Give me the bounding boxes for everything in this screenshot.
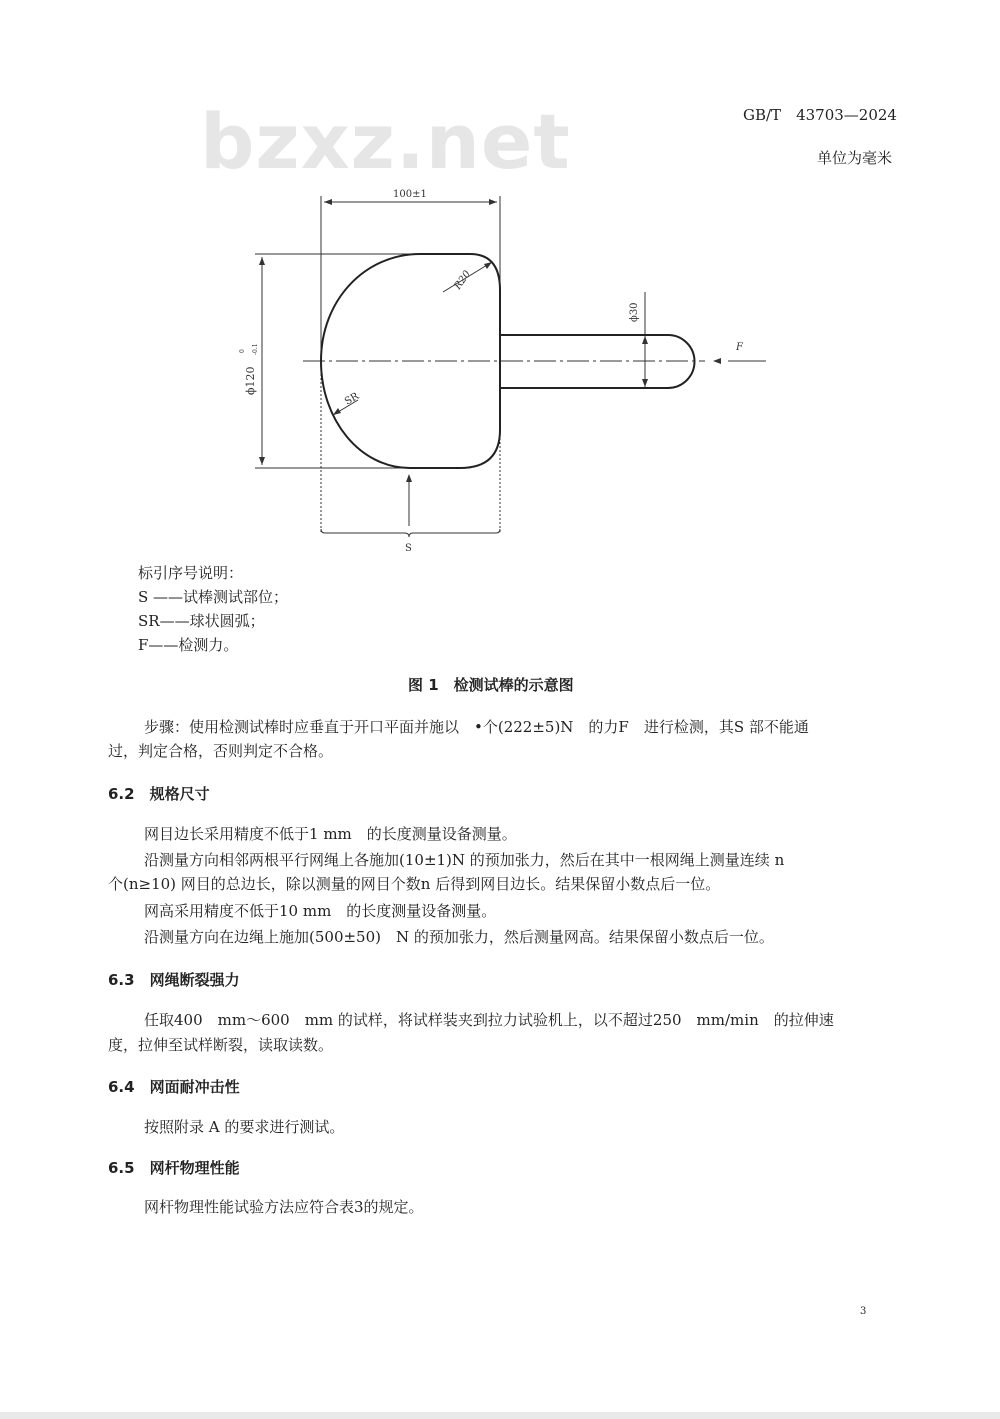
section-heading: 6.2 规格尺寸 — [108, 785, 210, 803]
dim-tol-upper: 0 — [239, 349, 246, 353]
paragraph: 网目边长采用精度不低于1 mm 的长度测量设备测量。 — [144, 825, 517, 843]
paragraph: 按照附录 A 的要求进行测试。 — [144, 1118, 345, 1136]
standard-number: GB/T 43703—2024 — [743, 106, 897, 124]
paragraph: 任取400 mm～600 mm 的试样，将试样装夹到拉力试验机上，以不超过250 mm/min 的拉伸速 — [144, 1011, 834, 1029]
paragraph: 网高采用精度不低于10 mm 的长度测量设备测量。 — [144, 902, 497, 920]
section-heading: 6.3 网绳断裂强力 — [108, 971, 240, 989]
dim-shaft-label: ϕ30 — [629, 302, 640, 322]
paragraph: 网杆物理性能试验方法应符合表3的规定。 — [144, 1198, 424, 1216]
dim-r-label: R20 — [452, 268, 474, 292]
dim-width-label: 100±1 — [393, 189, 427, 200]
legend-item: S ——试棒测试部位； — [138, 588, 289, 606]
figure-test-rod-diagram — [0, 0, 1000, 570]
paragraph: 沿测量方向相邻两根平行网绳上各施加(10±1)N 的预加张力，然后在其中一根网绳上测量连续 n — [144, 851, 785, 869]
unit-note: 单位为毫米 — [817, 149, 893, 167]
paragraph: 度，拉伸至试样断裂，读取读数。 — [108, 1036, 334, 1054]
legend-item: F——检测力。 — [138, 636, 239, 654]
figure-caption: 图 1 检测试棒的示意图 — [408, 676, 574, 694]
dim-sr-label: SR — [343, 390, 361, 408]
paragraph: 步骤：使用检测试棒时应垂直于开口平面并施以 •个(222±5)N 的力F 进行检测，其S 部不能通 — [144, 718, 809, 736]
paragraph: 个(n≥10) 网目的总边长，除以测量的网目个数n 后得到网目边长。结果保留小数点后一位。 — [108, 875, 721, 893]
paragraph: 沿测量方向在边绳上施加(500±50) N 的预加张力，然后测量网高。结果保留小数点后一位。 — [144, 928, 774, 946]
force-label: F — [736, 342, 743, 353]
section-heading: 6.4 网面耐冲击性 — [108, 1078, 240, 1096]
s-label: S — [405, 543, 412, 554]
dim-tol-lower: -0.1 — [252, 343, 259, 355]
page-number: 3 — [860, 1306, 867, 1317]
page-bottom-edge — [0, 1412, 1000, 1419]
watermark-logo: bzxz.net — [200, 97, 571, 186]
paragraph: 过，判定合格，否则判定不合格。 — [108, 742, 334, 760]
legend-title: 标引序号说明： — [138, 564, 244, 582]
dim-diameter-label: ϕ120 — [244, 366, 257, 395]
section-heading: 6.5 网杆物理性能 — [108, 1159, 240, 1177]
legend-item: SR——球状圆弧； — [138, 612, 265, 630]
